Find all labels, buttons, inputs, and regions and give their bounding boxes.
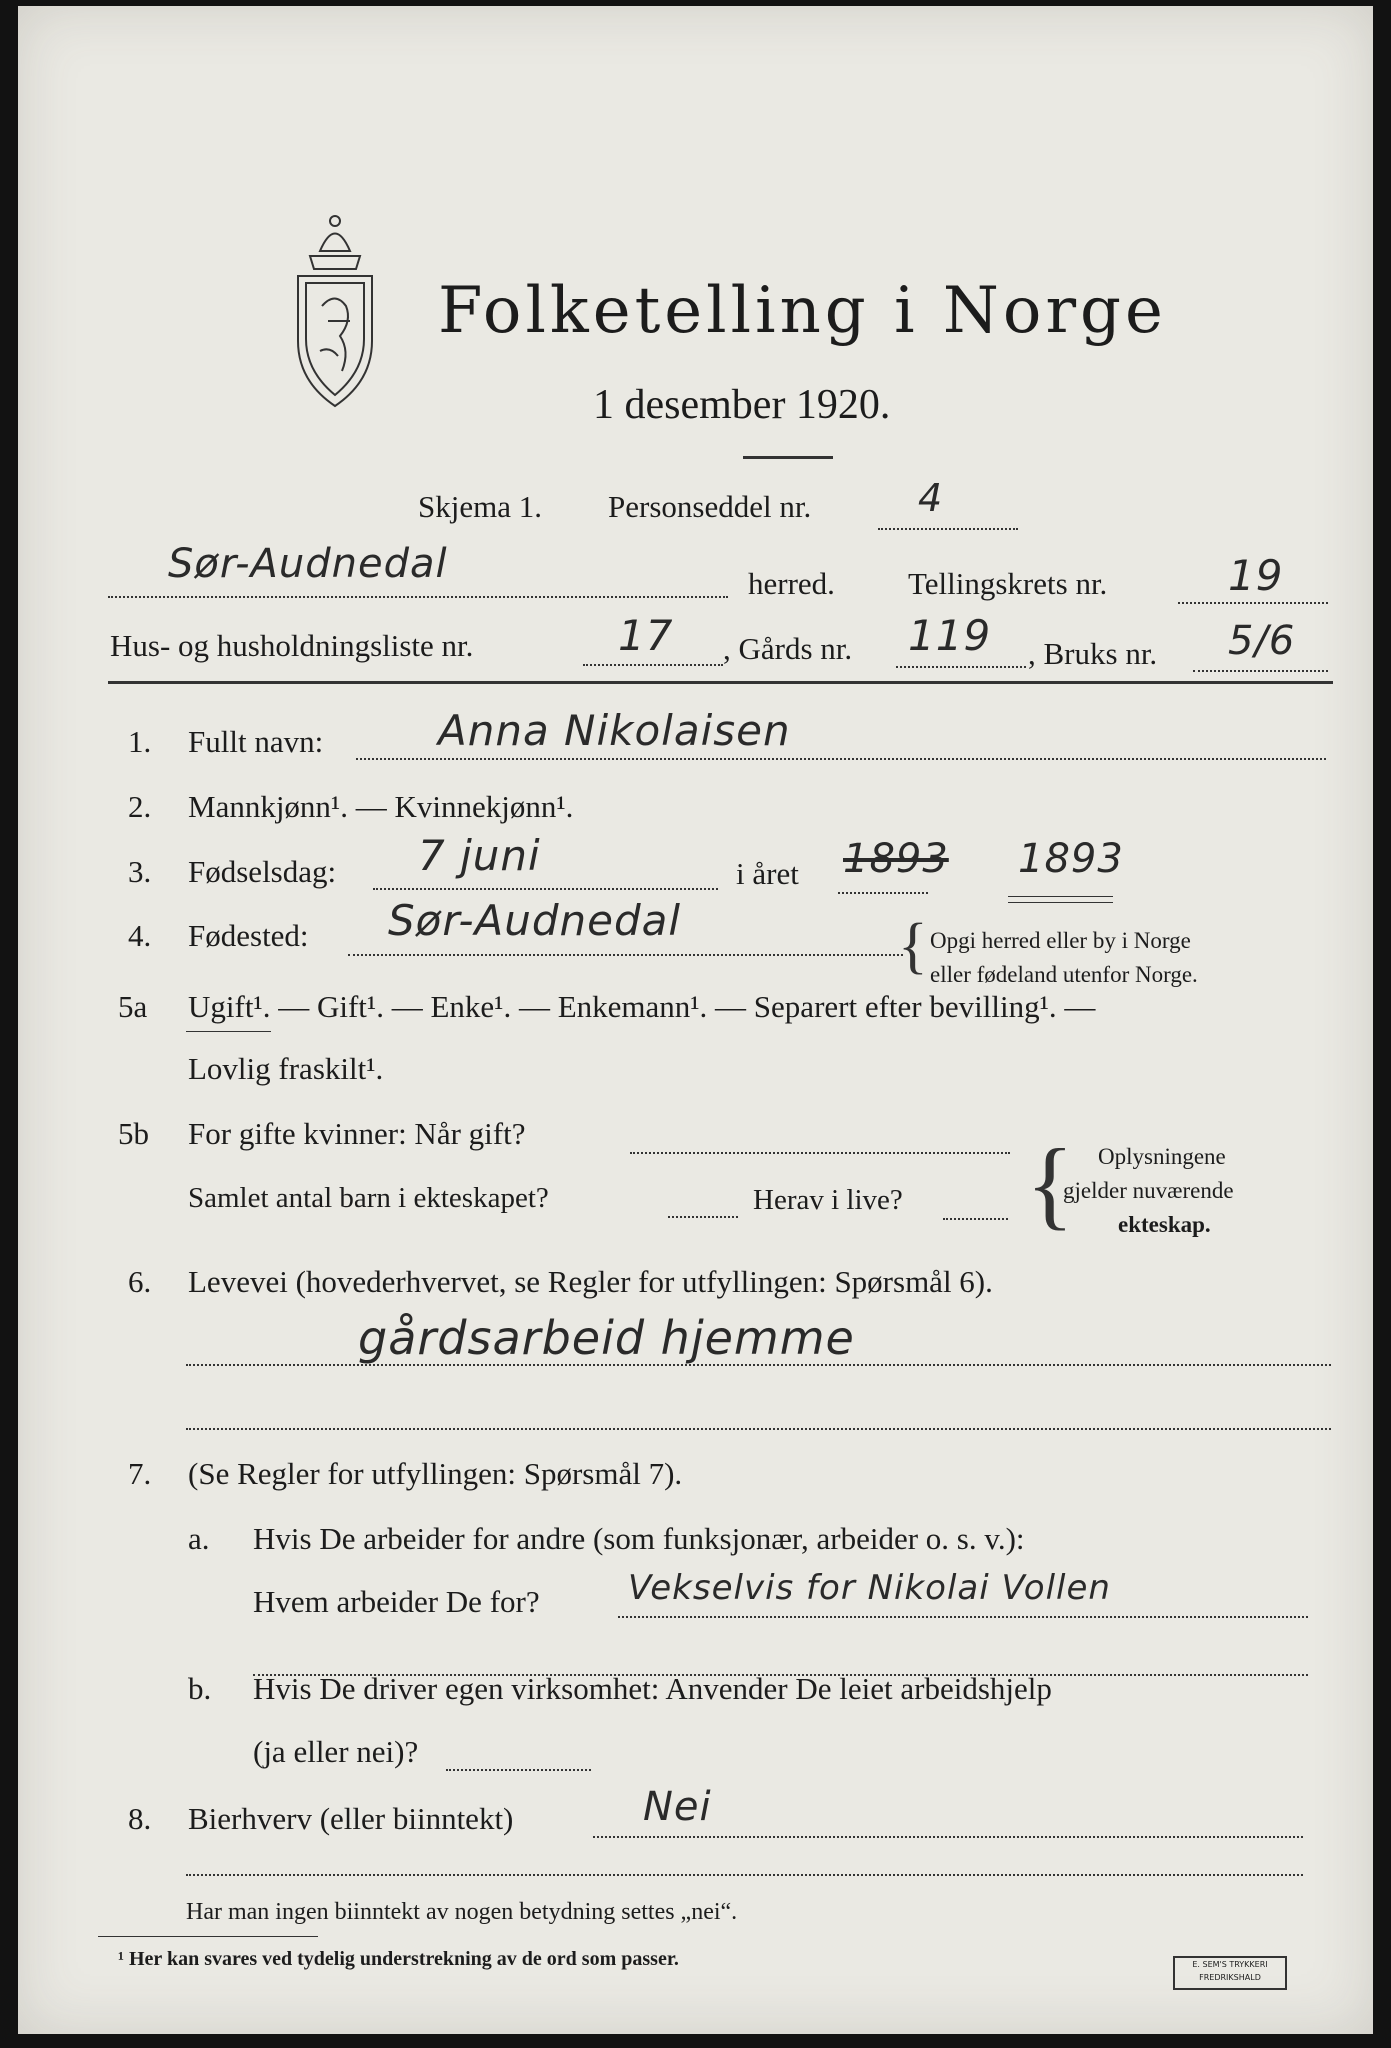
gender-options[interactable]: Mannkjønn¹. — Kvinnekjønn¹. bbox=[188, 789, 574, 824]
hus-value[interactable]: 17 bbox=[618, 611, 674, 660]
full-name-value[interactable]: Anna Nikolaisen bbox=[438, 706, 791, 755]
q7b-letter: b. bbox=[188, 1671, 212, 1706]
q6-label: Levevei (hovederhvervet, se Regler for utfyllingen: Spørsmål 6). bbox=[188, 1264, 993, 1299]
side-income-value[interactable]: Nei bbox=[643, 1784, 712, 1830]
q5b-number: 5b bbox=[118, 1116, 149, 1151]
q8-label: Bierhverv (eller biinntekt) bbox=[188, 1801, 514, 1836]
q4-number: 4. bbox=[128, 918, 152, 953]
q5b-note-1: Oplysningene bbox=[1098, 1144, 1226, 1169]
marital-status-options[interactable]: Ugift¹. — Gift¹. — Enke¹. — Enkemann¹. — Separert efter bevilling¹. — bbox=[188, 989, 1096, 1024]
q5b-note-3: ekteskap. bbox=[1118, 1212, 1211, 1237]
gards-value[interactable]: 119 bbox=[908, 611, 992, 660]
norway-coat-of-arms-icon bbox=[280, 211, 390, 411]
q5b-note-2: gjelder nuværende bbox=[1063, 1178, 1234, 1203]
footnote: ¹ Her kan svares ved tydelig understrekning av de ord som passer. bbox=[118, 1948, 679, 1970]
q7b-label: Hvis De driver egen virksomhet: Anvender De leiet arbeidshjelp bbox=[253, 1671, 1052, 1706]
employer-value[interactable]: Vekselvis for Nikolai Vollen bbox=[628, 1568, 1111, 1608]
q7b-label-2: (ja eller nei)? bbox=[253, 1734, 419, 1769]
q5b-label-3: Herav i live? bbox=[753, 1184, 903, 1216]
q4-label: Fødested: bbox=[188, 918, 309, 953]
tellingskrets-value[interactable]: 19 bbox=[1228, 551, 1284, 600]
herred-label: herred. bbox=[748, 566, 835, 601]
occupation-value[interactable]: gårdsarbeid hjemme bbox=[358, 1311, 855, 1365]
q1-label: Fullt navn: bbox=[188, 724, 324, 759]
q5b-label-2: Samlet antal barn i ekteskapet? bbox=[188, 1182, 549, 1214]
q7a-label: Hvis De arbeider for andre (som funksjonær, arbeider o. s. v.): bbox=[253, 1521, 1025, 1556]
header-divider bbox=[108, 681, 1333, 684]
tellingskrets-label: Tellingskrets nr. bbox=[908, 566, 1108, 601]
q3-label: Fødselsdag: bbox=[188, 854, 337, 889]
q4-note-2: eller fødeland utenfor Norge. bbox=[930, 962, 1198, 987]
q2-number: 2. bbox=[128, 789, 152, 824]
year-label: i året bbox=[736, 856, 799, 891]
q7-number: 7. bbox=[128, 1456, 152, 1491]
q4-note-1: Opgi herred eller by i Norge bbox=[930, 928, 1191, 953]
q7a-label-2: Hvem arbeider De for? bbox=[253, 1584, 540, 1619]
personseddel-label: Personseddel nr. bbox=[608, 489, 812, 524]
birthday-value[interactable]: 7 juni bbox=[418, 831, 541, 880]
personseddel-value[interactable]: 4 bbox=[918, 476, 944, 520]
q1-number: 1. bbox=[128, 724, 152, 759]
q7-label: (Se Regler for utfyllingen: Spørsmål 7). bbox=[188, 1456, 683, 1491]
birthplace-value[interactable]: Sør-Audnedal bbox=[388, 896, 682, 945]
bruks-label: , Bruks nr. bbox=[1028, 636, 1158, 671]
census-date: 1 desember 1920. bbox=[593, 382, 891, 428]
birth-year-corrected[interactable]: 1893 bbox=[1018, 836, 1124, 882]
q5b-label: For gifte kvinner: Når gift? bbox=[188, 1116, 526, 1151]
herred-value[interactable]: Sør-Audnedal bbox=[168, 541, 448, 587]
footer-note: Har man ingen biinntekt av nogen betydning settes „nei“. bbox=[186, 1899, 738, 1925]
printer-stamp: E. SEM'S TRYKKERI FREDRIKSHALD bbox=[1173, 1956, 1287, 1990]
q6-number: 6. bbox=[128, 1264, 152, 1299]
q5a-number: 5a bbox=[118, 989, 148, 1024]
bruks-value[interactable]: 5/6 bbox=[1228, 618, 1296, 664]
q8-number: 8. bbox=[128, 1801, 152, 1836]
hus-label: Hus- og husholdningsliste nr. bbox=[110, 628, 474, 663]
form-title: Folketelling i Norge bbox=[438, 274, 1167, 348]
marital-status-options-2[interactable]: Lovlig fraskilt¹. bbox=[188, 1051, 384, 1086]
skjema-label: Skjema 1. bbox=[418, 489, 542, 524]
gards-label: , Gårds nr. bbox=[723, 631, 853, 666]
birth-year-value[interactable]: 1893 bbox=[843, 836, 949, 882]
title-divider bbox=[743, 456, 833, 459]
q3-number: 3. bbox=[128, 854, 152, 889]
census-form: Folketelling i Norge 1 desember 1920. Skjema 1. Personseddel nr. 4 Sør-Audnedal herred. Tellingskrets nr. 19 Hus- og husholdningsliste nr. 17 , Gårds nr. 119 , Bruks nr. 5/6 1. Fullt navn: Anna Nikolaisen 2. Mannkjønn¹. — Kvinnekjønn¹. 3. Fødselsdag: 7 juni i året 1893 1893 4. Fødested: Sør-Audnedal { Opgi herred eller by i Norge eller fødeland utenfor Norge. 5a Ugift¹. — Gift¹. — Enke¹. — Enkemann¹. — Separert efter bevilling¹. — Lovlig fraskilt¹. 5b For gifte kvinner: Når gift? Samlet antal barn i ekteskapet? Herav i live? { Oplysningene gjelder nuværende ekteskap. 6. Levevei (hovederhvervet, se Regler for utfyllingen: Spørsmål 6). gårdsarbeid hjemme 7. (Se Regler for utfyllingen: Spørsmål 7). a. Hvis De arbeider for andre (som funksjonær, arbeider o. s. v.): Hvem arbeider De for? Vekselvis for Nikolai Vollen b. Hvis De driver egen virksomhet: Anvender De leiet arbeidshjelp (ja eller nei)? 8. Bierhverv (eller biinntekt) Nei Har man ingen biinntekt av nogen betydning settes „nei“. ¹ Her kan svares ved tydelig understrekning av de ord som passer. E. SEM'S TRYKKERI FREDRIKSHALD bbox=[18, 6, 1373, 2034]
q7a-letter: a. bbox=[188, 1521, 210, 1556]
